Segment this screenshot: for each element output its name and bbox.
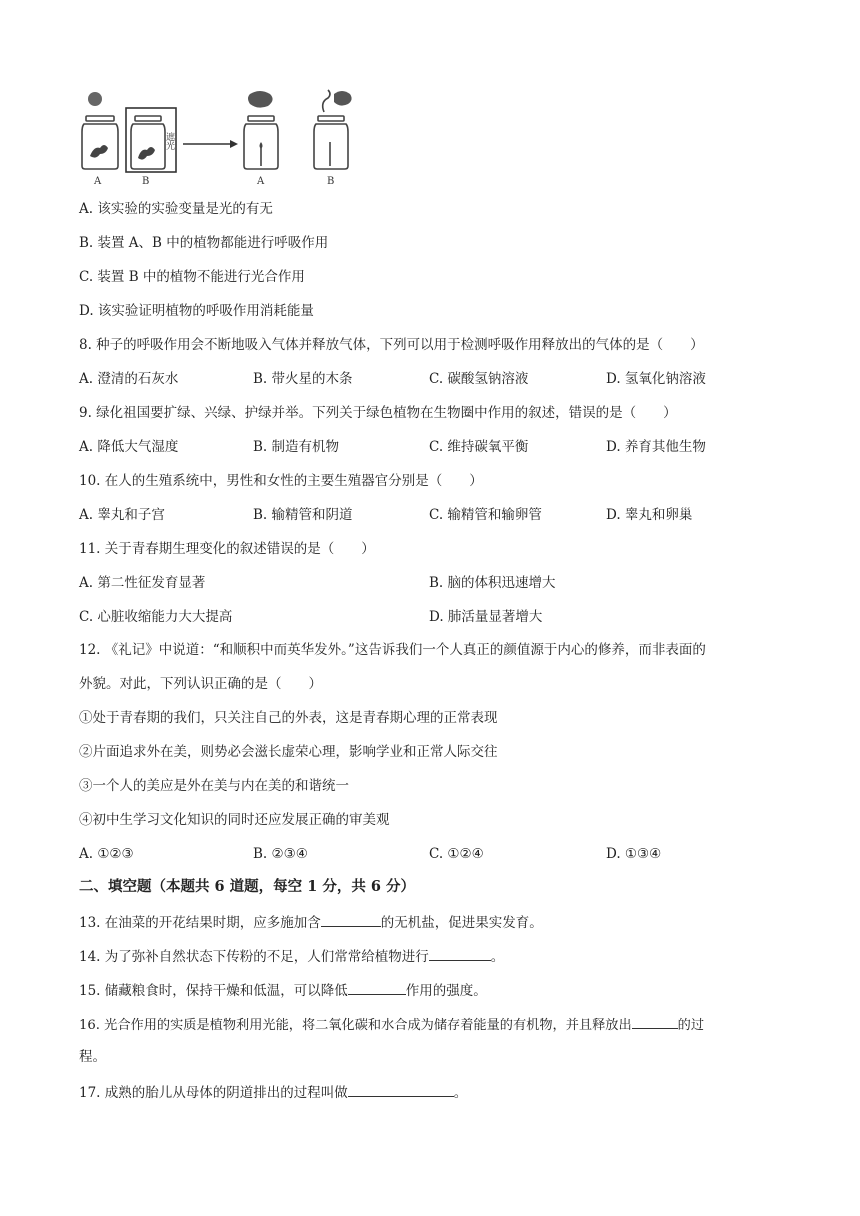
q17-blank[interactable] bbox=[348, 1082, 454, 1097]
q13 bbox=[79, 912, 543, 932]
section-2-title: 二、填空题（本题共 6 道题，每空 1 分，共 6 分） bbox=[79, 878, 416, 895]
q8-option-a: A. 澄清的石灰水 bbox=[79, 371, 179, 387]
q14-text-after: 。 bbox=[490, 949, 505, 965]
q13-blank[interactable] bbox=[321, 912, 381, 927]
q10-option-a: A. 睾丸和子宫 bbox=[79, 507, 165, 523]
q8-option-d: D. 氢氧化钠溶液 bbox=[606, 371, 706, 387]
q15-text-after: 作用的强度。 bbox=[405, 983, 487, 999]
q12-statement-1: ①处于青春期的我们，只关注自己的外表，这是青春期心理的正常表现 bbox=[79, 710, 498, 726]
q10-option-c: C. 输精管和输卵管 bbox=[429, 507, 542, 523]
q14-blank[interactable] bbox=[429, 946, 491, 961]
q12-option-a: A. ①②③ bbox=[79, 846, 134, 862]
q15-blank[interactable] bbox=[348, 980, 406, 995]
q12-statement-2: ②片面追求外在美，则势必会滋长虚荣心理，影响学业和正常人际交往 bbox=[79, 744, 498, 760]
jar-a-with-plant bbox=[82, 116, 118, 169]
q16-line2: 程。 bbox=[79, 1049, 106, 1065]
q17 bbox=[79, 1082, 467, 1102]
label-a-left: A bbox=[94, 176, 102, 186]
q7-option-a: A. 该实验的实验变量是光的有无 bbox=[79, 201, 273, 217]
q10-option-b: B. 输精管和阴道 bbox=[253, 507, 353, 523]
q17-text-before: 17. 成熟的胎儿从母体的阴道排出的过程叫做 bbox=[79, 1085, 348, 1101]
q9-option-b: B. 制造有机物 bbox=[253, 439, 340, 455]
q12-statement-3: ③一个人的美应是外在美与内在美的和谐统一 bbox=[79, 778, 349, 794]
sun-icon bbox=[88, 92, 102, 106]
q16-text-after: 的过 bbox=[677, 1018, 705, 1033]
q16-text-before: 16. 光合作用的实质是植物利用光能，将二氧化碳和水合成为储存着能量的有机物，并且释放出 bbox=[79, 1018, 632, 1033]
q11-option-d: D. 肺活量显著增大 bbox=[429, 609, 543, 625]
q12-statement-4: ④初中生学习文化知识的同时还应发展正确的审美观 bbox=[79, 812, 390, 828]
q12-option-d: D. ①③④ bbox=[606, 846, 662, 862]
q13-text-after: 的无机盐，促进果实发育。 bbox=[380, 915, 543, 931]
q10-stem: 10. 在人的生殖系统中，男性和女性的主要生殖器官分别是（ ） bbox=[79, 473, 483, 489]
q15 bbox=[79, 980, 487, 1000]
q7-option-d: D. 该实验证明植物的呼吸作用消耗能量 bbox=[79, 303, 314, 319]
experiment-figure bbox=[80, 86, 360, 186]
q12-stem-line2: 外貌。对此，下列认识正确的是（ ） bbox=[79, 676, 322, 692]
shade-label: 遮光 bbox=[164, 132, 174, 150]
q8-option-c: C. 碳酸氢钠溶液 bbox=[429, 371, 529, 387]
q13-text-before: 13. 在油菜的开花结果时期，应多施加含 bbox=[79, 915, 321, 931]
label-a-right: A bbox=[257, 176, 265, 186]
q7-option-b: B. 装置 A、B 中的植物都能进行呼吸作用 bbox=[79, 235, 329, 251]
q11-option-a: A. 第二性征发育显著 bbox=[79, 575, 206, 591]
q12-stem-line1: 12. 《礼记》中说道：“和顺积中而英华发外。”这告诉我们一个人真正的颜值源于内心的修养，而非表面的 bbox=[79, 642, 706, 658]
q12-option-c: C. ①②④ bbox=[429, 846, 484, 862]
q15-text-before: 15. 储藏粮食时，保持干燥和低温，可以降低 bbox=[79, 983, 348, 999]
label-b-right: B bbox=[327, 176, 335, 186]
q9-option-d: D. 养育其他生物 bbox=[606, 439, 706, 455]
q8-stem: 8. 种子的呼吸作用会不断地吸入气体并释放气体，下列可以用于检测呼吸作用释放出的气体的是（ ） bbox=[79, 337, 704, 353]
q9-option-a: A. 降低大气湿度 bbox=[79, 439, 179, 455]
q8-option-b: B. 带火星的木条 bbox=[253, 371, 353, 387]
q14 bbox=[79, 946, 504, 966]
q9-stem: 9. 绿化祖国要扩绿、兴绿、护绿并举。下列关于绿色植物在生物圈中作用的叙述，错误的是（ ） bbox=[79, 405, 677, 421]
q16-blank[interactable] bbox=[632, 1014, 678, 1029]
q11-option-b: B. 脑的体积迅速增大 bbox=[429, 575, 556, 591]
q16-line1 bbox=[79, 1014, 704, 1035]
q14-text-before: 14. 为了弥补自然状态下传粉的不足，人们常常给植物进行 bbox=[79, 949, 429, 965]
q7-option-c: C. 装置 B 中的植物不能进行光合作用 bbox=[79, 269, 305, 285]
label-b-left: B bbox=[142, 176, 150, 186]
q9-option-c: C. 维持碳氧平衡 bbox=[429, 439, 529, 455]
jar-b-with-plant bbox=[131, 116, 165, 169]
q11-option-c: C. 心脏收缩能力大大提高 bbox=[79, 609, 233, 625]
q11-stem: 11. 关于青春期生理变化的叙述错误的是（ ） bbox=[79, 541, 375, 557]
q10-option-d: D. 睾丸和卵巢 bbox=[606, 507, 693, 523]
q17-text-after: 。 bbox=[453, 1085, 468, 1101]
q12-option-b: B. ②③④ bbox=[253, 846, 308, 862]
